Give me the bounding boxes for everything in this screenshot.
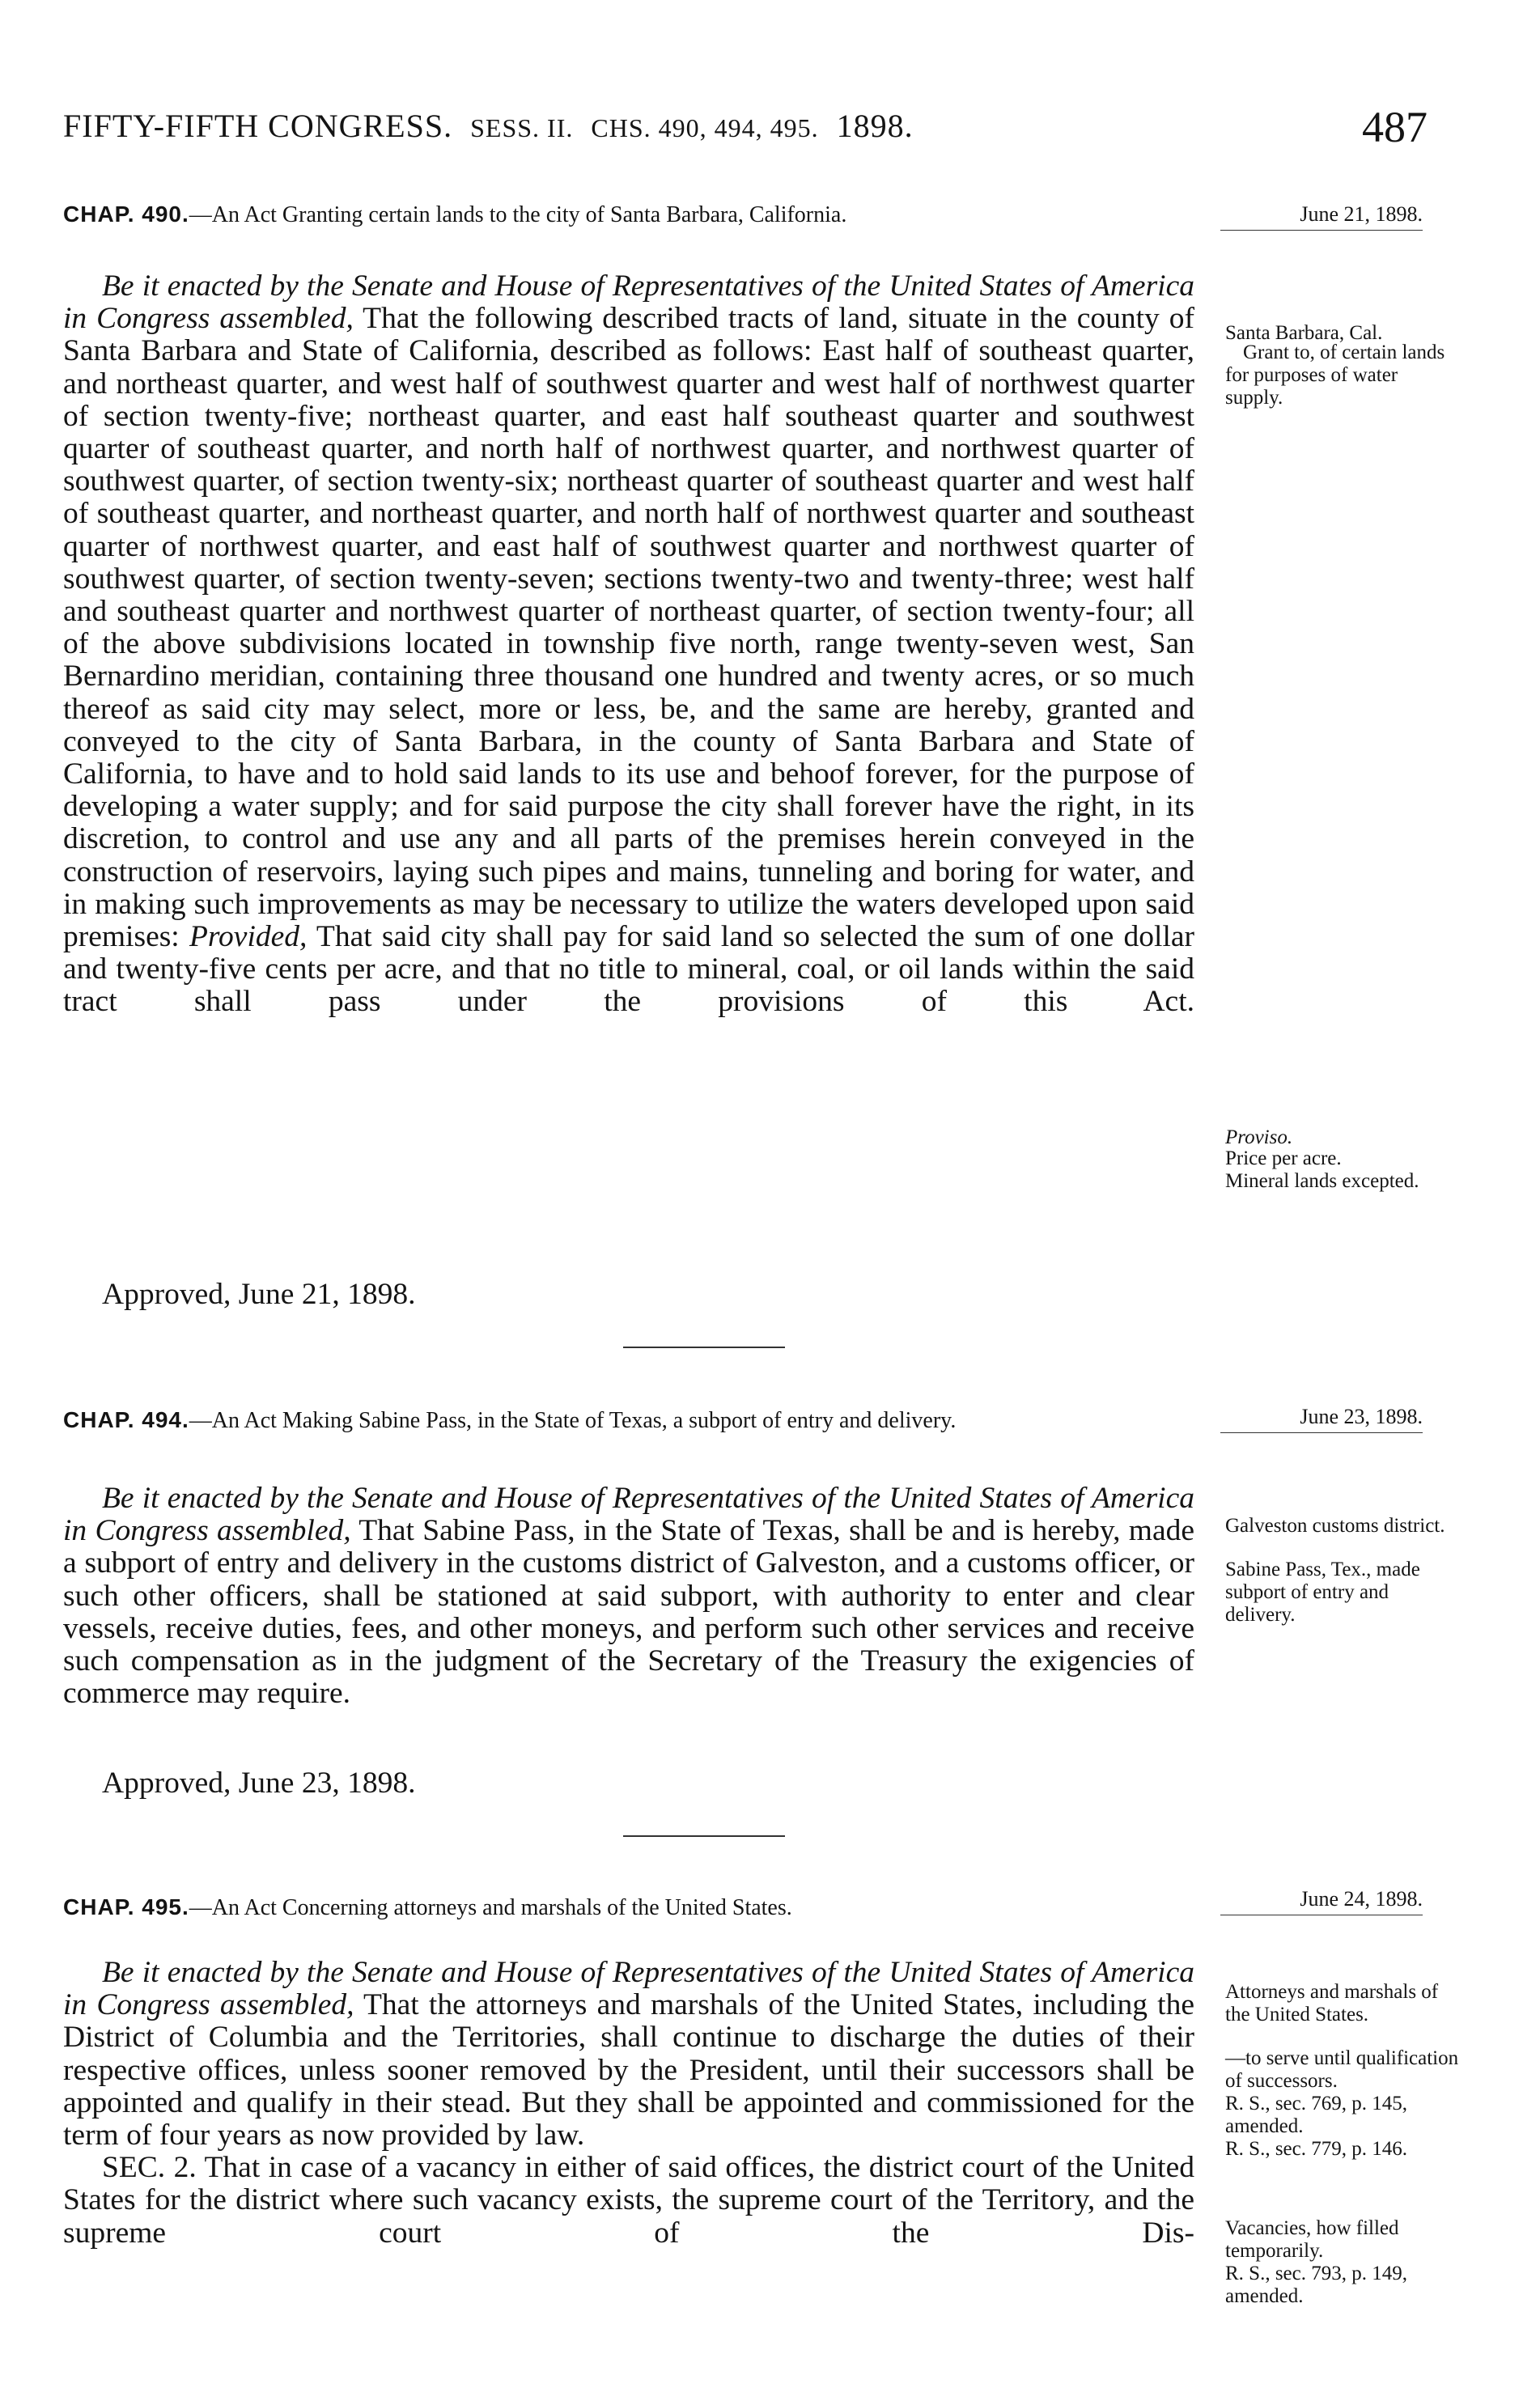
chap-490-body-2: That said city shall pay for said land so selected the sum of one dollar and twenty-five cents per acre, and that no title to mineral, coal, or oil lands within the said tract shall pass under the provisions of this Act. [63, 920, 1194, 1019]
chap-494-title [63, 1405, 1188, 1436]
chap-495-side-note-1: Attorneys and marshals of the United States. [1225, 1981, 1439, 2025]
chap-490-side-mineral: Mineral lands excepted. [1225, 1170, 1419, 1192]
chap-495-date: June 24, 1898. [1300, 1887, 1423, 1911]
section-separator [623, 1347, 785, 1348]
chap-490-date: June 21, 1898. [1300, 202, 1423, 226]
chap-495-side-note-5: Vacancies, how filled temporarily. [1225, 2217, 1399, 2262]
chap-495-title-text: —An Act Concerning attorneys and marshals of the United States. [189, 1895, 792, 1920]
chap-494-paragraph [63, 1482, 1194, 1710]
chap-490-label: CHAP. 490. [63, 201, 189, 227]
running-head [63, 107, 1439, 145]
chap-490-paragraph [63, 270, 1194, 1019]
chap-495-paragraph-2 [63, 2152, 1194, 2250]
chap-490-text [63, 270, 1194, 1019]
chap-490-proviso-word: Provided, [189, 920, 308, 954]
chap-495-title [63, 1892, 1188, 1923]
chap-495-side-note-6: R. S., sec. 793, p. 149, amended. [1225, 2263, 1407, 2307]
section-separator [623, 1835, 785, 1837]
chap-494-enacting-clause: Be it enacted by the Senate and House of Representatives of the United States of America in Congress assembled, [63, 1482, 1194, 1548]
chap-490-enacting-clause: Be it enacted by the Senate and House of Representatives of the United States of America in Congress assembled, [63, 269, 1194, 336]
page-number: 487 [1362, 103, 1428, 151]
chap-490-side-note-1: Santa Barbara, Cal. [1225, 322, 1383, 344]
chap-495-label: CHAP. 495. [63, 1894, 189, 1919]
chap-494-title-text: —An Act Making Sabine Pass, in the State of Texas, a subport of entry and delivery. [189, 1408, 957, 1433]
chap-495-side-note-4: R. S., sec. 779, p. 146. [1225, 2138, 1407, 2160]
chap-495-side-note-2: —to serve until qualification of successors. [1225, 2047, 1459, 2092]
congress-label: FIFTY-FIFTH CONGRESS. [63, 108, 453, 144]
chap-495-text [63, 1957, 1194, 2250]
chap-490-side-proviso: Proviso. [1225, 1126, 1293, 1148]
chapters-label: CHS. 490, 494, 495. [591, 113, 819, 142]
chap-494-side-note-1: Galveston customs district. [1225, 1515, 1445, 1537]
chap-495-sec2-text: That in case of a vacancy in either of said offices, the district court of the United States for the district where such vacancy exists, the supreme court of the Territory, and the supreme court of the Dis- [63, 2151, 1194, 2250]
chap-494-text [63, 1482, 1194, 1710]
session-label: SESS. II. [470, 113, 574, 142]
chap-494-label: CHAP. 494. [63, 1407, 189, 1432]
chap-490-side-price: Price per acre. [1225, 1147, 1342, 1169]
chap-495-paragraph-1 [63, 1957, 1194, 2152]
year-label: 1898. [836, 108, 914, 144]
chap-495-enacting-clause: Be it enacted by the Senate and House of Representatives of the United States of America in Congress assembled, [63, 1956, 1194, 2022]
chap-490-title [63, 199, 1188, 230]
chap-494-date-rule [1220, 1432, 1423, 1433]
chap-495-side-note-3: R. S., sec. 769, p. 145, amended. [1225, 2093, 1407, 2137]
chap-494-body: That Sabine Pass, in the State of Texas, shall be and is hereby, made a subport of entry and delivery in the customs district of Galveston, and a customs officer, or such other officers, shall be stationed at said subport, with authority to enter and clear vessels, receive duties, fees, and other moneys, and perform such other services and receive such compensation as in the judgment of the Secretary of the Treasury the exigencies of commerce may require. [63, 1514, 1195, 1711]
chap-490-side-note-2: Grant to, of certain lands for purposes of water supply. [1225, 341, 1445, 409]
chap-494-date: June 23, 1898. [1300, 1405, 1423, 1428]
chap-495-body: That the attorneys and marshals of the United States, including the District of Columbia and the Territories, shall continue to discharge the duties of their respective offices, unless sooner removed by the President, until their successors shall be appointed and qualify in their stead. But they shall be appointed and commissioned for the term of four years as now provided by law. [63, 1988, 1194, 2153]
chap-490-approved: Approved, June 21, 1898. [102, 1278, 416, 1311]
chap-490-date-rule [1220, 230, 1423, 231]
chap-494-side-note-2: Sabine Pass, Tex., made subport of entry and delivery. [1225, 1559, 1420, 1626]
chap-490-body-1: That the following described tracts of land, situate in the county of Santa Barbara and State of California, described as follows: East half of southeast quarter, and northeast quarter, and west half of southwest quarter and west half of northwest quarter of section twenty-five; northeast quarter, and east half southeast quarter and southwest quarter of southeast quarter, and north half of northwest quarter, and northwest quarter of southwest quarter, of section twenty-six; northeast quarter of southeast quarter and west half of southeast quarter, and northeast quarter, and north half of northwest quarter and southeast quarter of northwest quarter, and east half of southwest quarter and northwest quarter of southwest quarter, of section twenty-seven; sections twenty-two and twenty-three; west half and southeast quarter and northwest quarter of northeast quarter, of section twenty-four; all of the above subdivisions located in township five north, range twenty-seven west, San Bernardino meridian, containing three thousand one hundred and twenty acres, or so much thereof as said city may select, more or less, be, and the same are hereby, granted and conveyed to the city of Santa Barbara, in the county of Santa Barbara and State of California, to have and to hold said lands to its use and behoof forever, for the purpose of developing a water supply; and for said purpose the city shall forever have the right, in its discretion, to control and use any and all parts of the premises herein conveyed in the construction of reservoirs, laying such pipes and mains, tunneling and boring for water, and in making such improvements as may be necessary to utilize the waters developed upon said premises: [63, 302, 1194, 954]
chap-494-approved: Approved, June 23, 1898. [102, 1767, 416, 1800]
chap-490-title-text: —An Act Granting certain lands to the city of Santa Barbara, California. [189, 202, 847, 227]
chap-495-sec2-label: SEC. 2. [102, 2151, 197, 2185]
